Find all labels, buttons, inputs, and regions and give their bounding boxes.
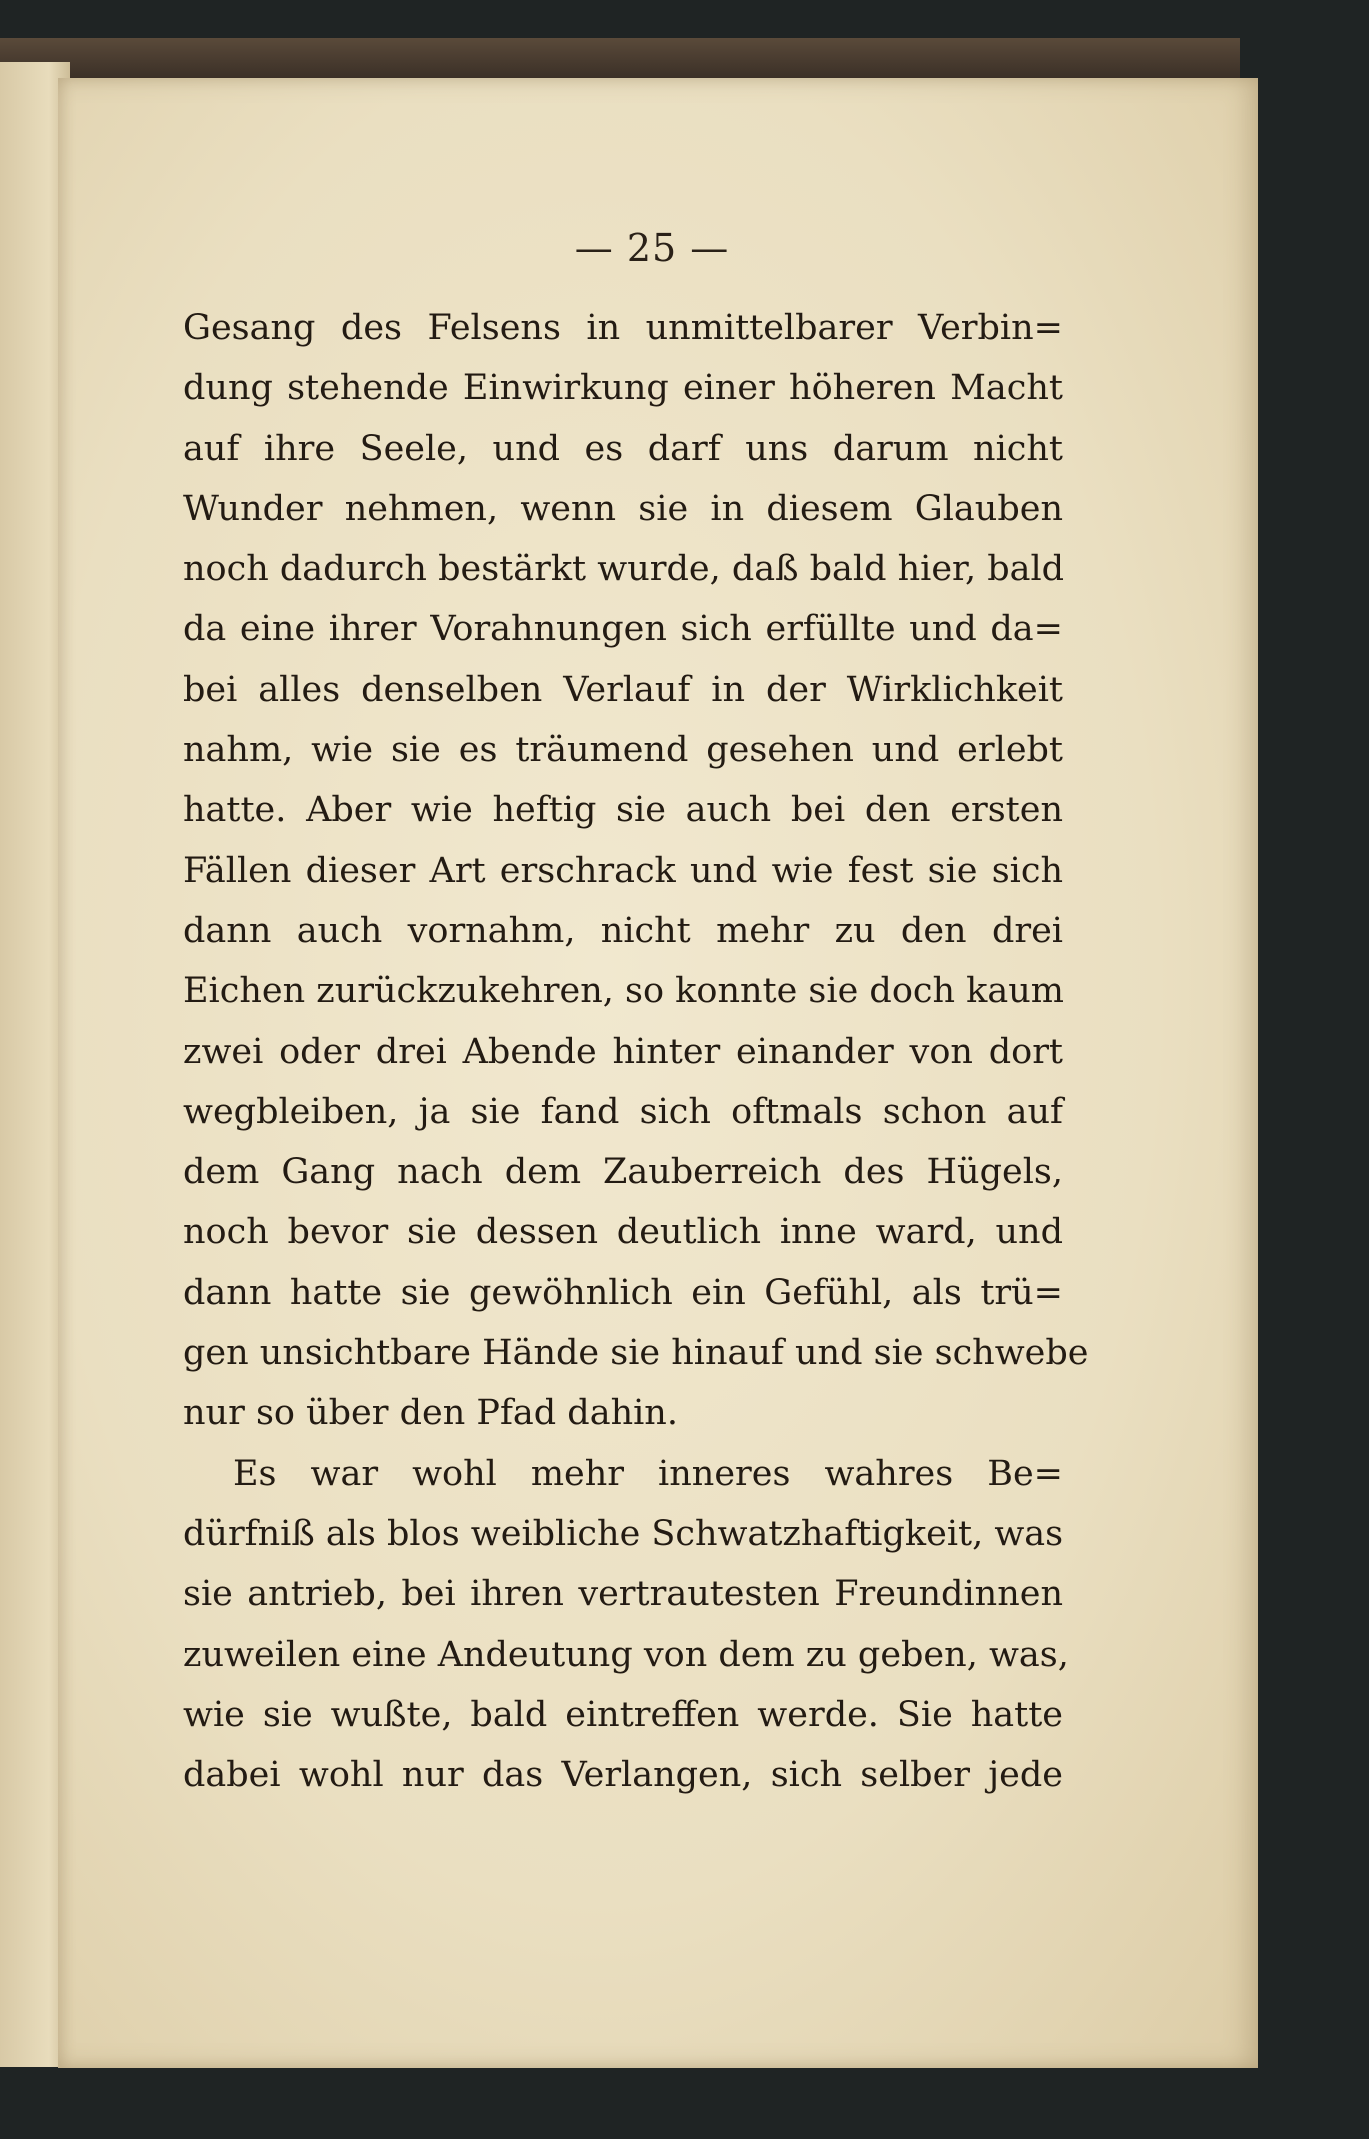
text-line: zuweilen eine Andeutung von dem zu geben, was, xyxy=(183,1634,1069,1675)
text-line: nur so über den Pfad dahin. xyxy=(183,1393,678,1434)
text-line: da eine ihrer Vorahnungen sich erfüllte und da= xyxy=(183,609,1063,650)
text-line: dung stehende Einwirkung einer höheren Macht xyxy=(183,368,1063,409)
book-top-edge xyxy=(0,38,1240,78)
text-line: hatte. Aber wie heftig sie auch bei den ersten xyxy=(183,790,1063,831)
text-line: bei alles denselben Verlauf in der Wirklichkeit xyxy=(183,669,1063,710)
text-line: noch dadurch bestärkt wurde, daß bald hier, bald xyxy=(183,549,1065,590)
text-line: dem Gang nach dem Zauberreich des Hügels, xyxy=(183,1152,1063,1193)
text-line: gen unsichtbare Hände sie hinauf und sie schwebe xyxy=(183,1333,1089,1374)
text-line: Eichen zurückzukehren, so konnte sie doch kaum xyxy=(183,971,1064,1012)
text-line: dürfniß als blos weibliche Schwatzhaftigkeit, was xyxy=(183,1513,1064,1554)
text-line: wie sie wußte, bald eintreffen werde. Sie hatte xyxy=(183,1694,1063,1735)
text-line: dann auch vornahm, nicht mehr zu den drei xyxy=(183,910,1063,951)
text-line: zwei oder drei Abende hinter einander von dort xyxy=(183,1031,1063,1072)
text-line: noch bevor sie dessen deutlich inne ward, und xyxy=(183,1212,1063,1253)
text-line: Wunder nehmen, wenn sie in diesem Glauben xyxy=(183,488,1063,529)
text-line: sie antrieb, bei ihren vertrautesten Freundinnen xyxy=(183,1574,1063,1615)
text-line: Es war wohl mehr inneres wahres Be= xyxy=(233,1453,1063,1494)
page-text xyxy=(183,298,1089,1805)
book-page xyxy=(58,78,1258,2068)
text-line: auf ihre Seele, und es darf uns darum nicht xyxy=(183,428,1063,469)
text-line: Gesang des Felsens in unmittelbarer Verbin= xyxy=(183,308,1063,348)
text-line: dann hatte sie gewöhnlich ein Gefühl, als trü= xyxy=(183,1272,1063,1313)
text-line: dabei wohl nur das Verlangen, sich selber jede xyxy=(183,1755,1063,1796)
page-number: — 25 — xyxy=(574,226,730,270)
text-line: Fällen dieser Art erschrack und wie fest sie sich xyxy=(183,850,1063,891)
text-line: wegbleiben, ja sie fand sich oftmals schon auf xyxy=(183,1091,1063,1132)
text-line: nahm, wie sie es träumend gesehen und erlebt xyxy=(183,730,1063,771)
